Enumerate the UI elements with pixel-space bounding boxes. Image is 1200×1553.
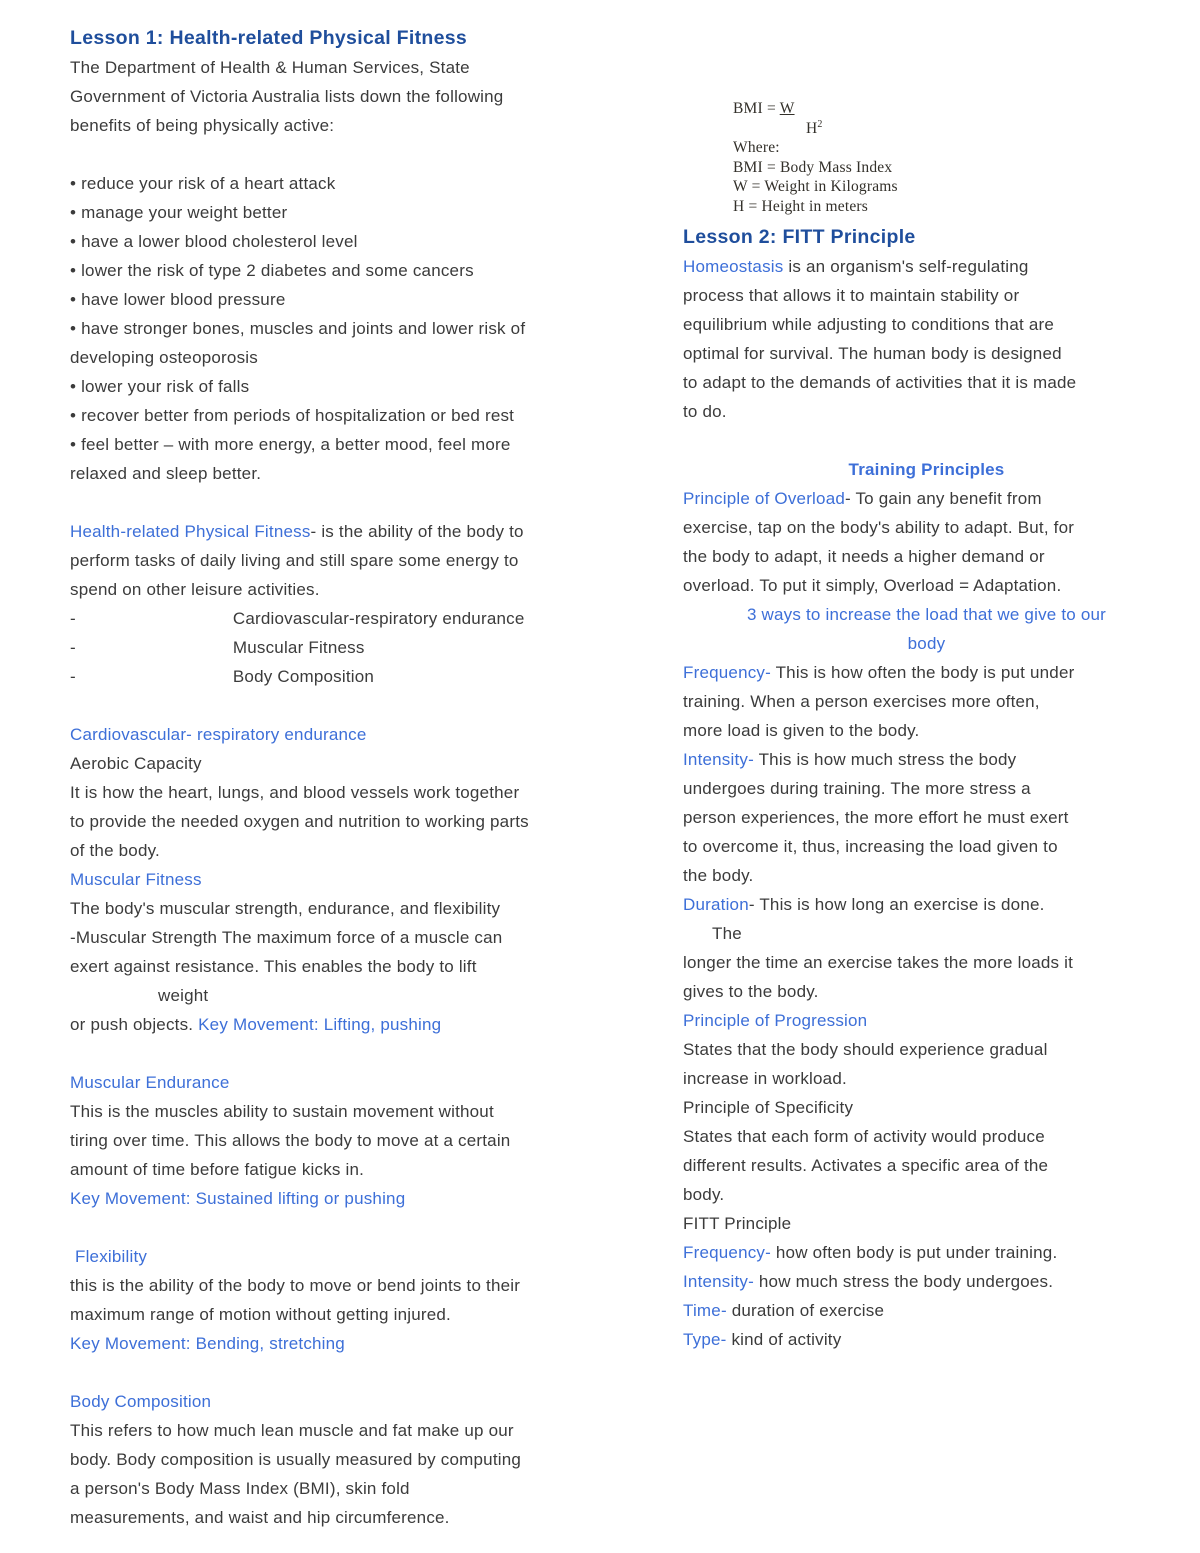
body-text: H (806, 119, 818, 137)
highlighted-text: Key Movement: Lifting, pushing (198, 1015, 442, 1034)
text-line: Government of Victoria Australia lists down the following (70, 87, 504, 106)
highlighted-text: 3 ways to increase the load that we give to our (746, 605, 1107, 624)
text-line (683, 890, 1170, 919)
body-text: - is the ability of the body to (310, 522, 524, 541)
text-line: the body to adapt, it needs a higher demand or (683, 547, 1045, 566)
text-line: measurements, and waist and hip circumference. (70, 1508, 450, 1527)
text-line: to overcome it, thus, increasing the load given to (683, 837, 1058, 856)
body-text: This is how often the body is put under (770, 663, 1075, 682)
highlighted-text: Duration (683, 895, 749, 914)
body-text: - To gain any benefit from (845, 489, 1042, 508)
formula-line (733, 197, 993, 217)
text-line: exert against resistance. This enables the body to lift (70, 957, 477, 976)
body-text: - (70, 638, 76, 657)
text-line: spend on other leisure activities. (70, 580, 320, 599)
body-text: Where: (733, 139, 780, 156)
text-line (683, 1296, 1170, 1325)
text-line (70, 1184, 655, 1213)
body-text: Cardiovascular-respiratory endurance (232, 609, 525, 628)
highlighted-text: Key Movement: Bending, stretching (70, 1334, 345, 1353)
formula-line (733, 177, 993, 197)
text-line: This is the muscles ability to sustain movement without (70, 1102, 494, 1121)
text-line: undergoes during training. The more stress a (683, 779, 1031, 798)
body-text: - (70, 609, 76, 628)
text-line: • lower your risk of falls (70, 377, 250, 396)
highlighted-text: Health-related Physical Fitness (70, 522, 311, 541)
text-line: exercise, tap on the body's ability to adapt. But, for (683, 518, 1075, 537)
text-line (70, 604, 655, 633)
highlighted-text: Frequency- (683, 1243, 771, 1262)
text-line (683, 484, 1170, 513)
text-line: different results. Activates a specific area of the (683, 1156, 1049, 1175)
text-line: • have a lower blood cholesterol level (70, 232, 358, 251)
section-heading-text: Lesson 2: FITT Principle (683, 226, 916, 248)
blank-line (70, 140, 655, 169)
text-line: It is how the heart, lungs, and blood vessels work together (70, 783, 520, 802)
text-line: • have stronger bones, muscles and joints and lower risk of (70, 319, 526, 338)
text-line: process that allows it to maintain stability or (683, 286, 1020, 305)
text-line: equilibrium while adjusting to conditions that are (683, 315, 1054, 334)
highlighted-text: body (907, 634, 946, 653)
text-line: body. (683, 1185, 725, 1204)
text-line: benefits of being physically active: (70, 116, 335, 135)
highlighted-text: Homeostasis (683, 257, 784, 276)
highlighted-text: Muscular Endurance (70, 1073, 230, 1092)
text-line: this is the ability of the body to move or bend joints to their (70, 1276, 521, 1295)
body-text: how much stress the body undergoes. (753, 1272, 1054, 1291)
text-line: more load is given to the body. (683, 721, 920, 740)
text-line (70, 981, 655, 1010)
text-line: Principle of Specificity (683, 1098, 854, 1117)
highlighted-text: Frequency- (683, 663, 771, 682)
body-text: kind of activity (726, 1330, 842, 1349)
text-line: perform tasks of daily living and still spare some energy to (70, 551, 519, 570)
text-line: person experiences, the more effort he must exert (683, 808, 1069, 827)
text-line: amount of time before fatigue kicks in. (70, 1160, 365, 1179)
blank-line (70, 1358, 655, 1387)
text-line: • reduce your risk of a heart attack (70, 174, 336, 193)
text-line (683, 252, 1170, 281)
text-line: • feel better – with more energy, a better mood, feel more (70, 435, 511, 454)
text-line: overload. To put it simply, Overload = Adaptation. (683, 576, 1062, 595)
highlighted-text: Key Movement: Sustained lifting or pushing (70, 1189, 406, 1208)
text-line: • lower the risk of type 2 diabetes and some cancers (70, 261, 474, 280)
text-line (683, 919, 1170, 948)
text-line: • manage your weight better (70, 203, 288, 222)
blank-line (683, 426, 1170, 455)
text-line (683, 1006, 1170, 1035)
highlighted-text: Time- (683, 1301, 727, 1320)
body-text: 2 (817, 118, 823, 130)
text-line (683, 455, 1170, 484)
text-line: • recover better from periods of hospitalization or bed rest (70, 406, 515, 425)
text-line (70, 1068, 655, 1097)
body-text: W = Weight in Kilograms (733, 178, 898, 195)
text-line (683, 1267, 1170, 1296)
text-line: relaxed and sleep better. (70, 464, 262, 483)
highlighted-text: Muscular Fitness (70, 870, 202, 889)
text-line: gives to the body. (683, 982, 819, 1001)
formula-line (733, 158, 993, 178)
text-line (70, 1010, 655, 1039)
text-line: Aerobic Capacity (70, 754, 202, 773)
highlighted-text: Principle of Progression (683, 1011, 868, 1030)
body-text: BMI = (733, 100, 780, 117)
text-line (683, 658, 1170, 687)
text-line: to adapt to the demands of activities that it is made (683, 373, 1077, 392)
text-line: a person's Body Mass Index (BMI), skin fold (70, 1479, 410, 1498)
text-line: The body's muscular strength, endurance, and flexibility (70, 899, 501, 918)
formula-line (733, 138, 993, 158)
text-line: • have lower blood pressure (70, 290, 286, 309)
text-line (683, 1238, 1170, 1267)
text-line (683, 600, 1170, 629)
text-line (70, 720, 655, 749)
text-line: States that each form of activity would produce (683, 1127, 1045, 1146)
body-text: weight (158, 986, 209, 1005)
body-text: W (779, 100, 795, 117)
blank-line (70, 691, 655, 720)
body-text: - This is how long an exercise is done. (748, 895, 1045, 914)
text-line (683, 745, 1170, 774)
highlighted-text: Type- (683, 1330, 727, 1349)
blank-line (70, 1039, 655, 1068)
body-text: how often body is put under training. (770, 1243, 1058, 1262)
text-line: The Department of Health & Human Services, State (70, 58, 470, 77)
body-text: The (712, 924, 742, 943)
text-line (70, 1387, 655, 1416)
text-line: longer the time an exercise takes the more loads it (683, 953, 1074, 972)
body-text: H = Height in meters (733, 197, 868, 215)
text-line: the body. (683, 866, 754, 885)
text-line: body. Body composition is usually measured by computing (70, 1450, 522, 1469)
text-line (70, 633, 655, 662)
text-line: States that the body should experience gradual (683, 1040, 1048, 1059)
highlighted-text: Flexibility (75, 1247, 148, 1266)
body-text: BMI = Body Mass Index (733, 158, 893, 176)
text-line (70, 662, 655, 691)
text-line: optimal for survival. The human body is designed (683, 344, 1062, 363)
text-line (70, 865, 655, 894)
text-line (70, 24, 655, 53)
text-line (683, 223, 1170, 252)
blank-line (70, 1213, 655, 1242)
text-line: maximum range of motion without getting injured. (70, 1305, 451, 1324)
text-line: of the body. (70, 841, 160, 860)
text-line: This refers to how much lean muscle and fat make up our (70, 1421, 514, 1440)
formula-line (733, 99, 993, 119)
right-column (683, 223, 1170, 1354)
body-text: duration of exercise (726, 1301, 885, 1320)
text-line: increase in workload. (683, 1069, 847, 1088)
text-line (70, 517, 655, 546)
body-text: or push objects. (70, 1015, 199, 1034)
text-line (683, 1325, 1170, 1354)
text-line: tiring over time. This allows the body to move at a certain (70, 1131, 511, 1150)
formula-line (733, 119, 993, 139)
text-line (70, 1329, 655, 1358)
highlighted-text: Training Principles (848, 460, 1005, 479)
text-line: to provide the needed oxygen and nutrition to working parts (70, 812, 529, 831)
body-text: This is how much stress the body (753, 750, 1017, 769)
text-line (70, 1242, 655, 1271)
section-heading-text: Lesson 1: Health-related Physical Fitness (70, 27, 468, 49)
left-column (70, 24, 655, 1532)
text-line: FITT Principle (683, 1214, 792, 1233)
text-line: training. When a person exercises more often, (683, 692, 1040, 711)
body-text: Body Composition (232, 667, 375, 686)
text-line: to do. (683, 402, 727, 421)
highlighted-text: Intensity- (683, 750, 754, 769)
body-text: - (70, 667, 76, 686)
highlighted-text: Intensity- (683, 1272, 754, 1291)
body-text: is an organism's self-regulating (783, 257, 1029, 276)
text-line: developing osteoporosis (70, 348, 258, 367)
highlighted-text: Principle of Overload (683, 489, 845, 508)
blank-line (70, 488, 655, 517)
bmi-formula-image (733, 99, 993, 216)
body-text: Muscular Fitness (232, 638, 365, 657)
text-line: -Muscular Strength The maximum force of a muscle can (70, 928, 503, 947)
text-line (683, 629, 1170, 658)
highlighted-text: Cardiovascular- respiratory endurance (70, 725, 367, 744)
highlighted-text: Body Composition (70, 1392, 212, 1411)
